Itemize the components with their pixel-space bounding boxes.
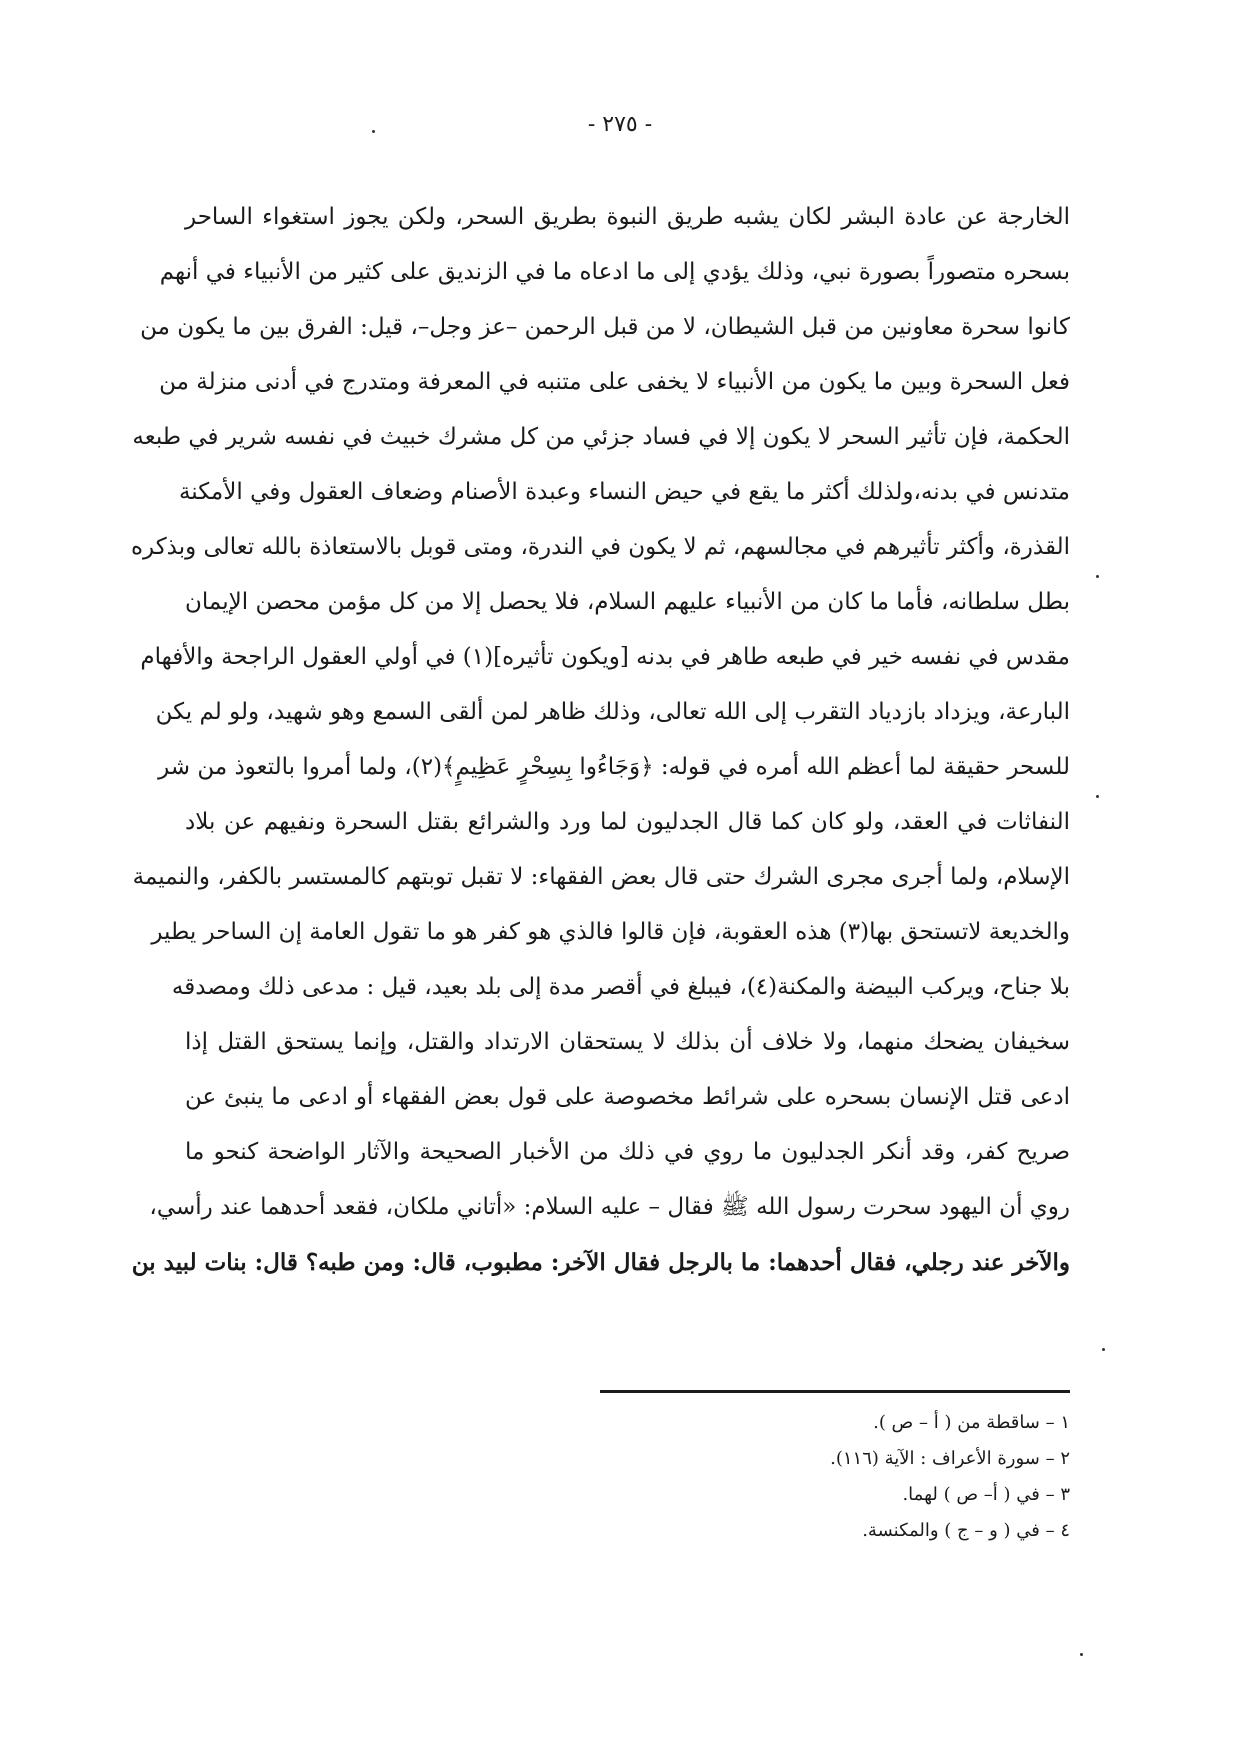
footnote-item: ٢ – سورة الأعراف : الآية (١١٦). bbox=[830, 1448, 1070, 1469]
text-line: ادعى قتل الإنسان بسحره على شرائط مخصوصة على قول بعض الفقهاء أو ادعى ما ينبئ عن bbox=[185, 1084, 1070, 1110]
scan-speck bbox=[372, 130, 375, 133]
text-line: بسحره متصوراً بصورة نبي، وذلك يؤدي إلى ما ادعاه ما في الزنديق على كثير من الأنبياء في أنهم bbox=[159, 259, 1070, 285]
text-line: البارعة، ويزداد بازدياد التقرب إلى الله تعالى، وذلك ظاهر لمن ألقى السمع وهو شهيد، ولو لم يكن bbox=[155, 699, 1070, 725]
text-line: الإسلام، ولما أجرى مجرى الشرك حتى قال بعض الفقهاء: لا تقبل توبتهم كالمستسر بالكفر، والنميمة bbox=[132, 864, 1070, 890]
main-text bbox=[130, 190, 1070, 1290]
footnote-item: ٣ – في ( أ– ص ) لهما. bbox=[902, 1484, 1070, 1505]
text-line: بطل سلطانه، فأما ما كان من الأنبياء عليهم السلام، فلا يحصل إلا من كل مؤمن محصن الإيمان bbox=[185, 589, 1070, 615]
page-number: - ٢٧٥ - bbox=[587, 112, 653, 137]
scan-speck bbox=[1096, 575, 1099, 578]
text-line: فعل السحرة وبين ما يكون من الأنبياء لا يخفى على متنبه في المعرفة ومتدرج في أدنى منزلة من bbox=[159, 369, 1070, 395]
text-line-bold: والآخر عند رجلي، فقال أحدهما: ما بالرجل فقال الآخر: مطبوب، قال: ومن طبه؟ قال: بنات لبيد بن bbox=[131, 1249, 1070, 1276]
scan-speck bbox=[1080, 1653, 1083, 1656]
text-line: صريح كفر، وقد أنكر الجدليون ما روي في ذلك من الأخبار الصحيحة والآثار الواضحة كنحو ما bbox=[185, 1139, 1070, 1165]
text-line: سخيفان يضحك منهما، ولا خلاف أن بذلك لا يستحقان الارتداد والقتل، وإنما يستحق القتل إذا bbox=[185, 1029, 1070, 1055]
text-line: بلا جناح، ويركب البيضة والمكنة(٤)، فيبلغ في أقصر مدة إلى بلد بعيد، قيل : مدعى ذلك ومصدقه bbox=[171, 974, 1070, 1000]
text-line: متدنس في بدنه،ولذلك أكثر ما يقع في حيض النساء وعبدة الأصنام وضعاف العقول وفي الأمكنة bbox=[178, 479, 1070, 505]
text-line: النفاثات في العقد، ولو كان كما قال الجدليون لما ورد والشرائع بقتل السحرة ونفيهم عن بلاد bbox=[185, 809, 1070, 835]
text-line: روي أن اليهود سحرت رسول الله ﷺ فقال – عليه السلام: «أتاني ملكان، فقعد أحدهما عند رأسي، bbox=[149, 1194, 1070, 1220]
footnotes bbox=[470, 1405, 1070, 1549]
footnote-item: ١ – ساقطة من ( أ – ص ). bbox=[873, 1412, 1070, 1433]
footnote-item: ٤ – في ( و – ج ) والمكنسة. bbox=[862, 1520, 1070, 1541]
text-line: القذرة، وأكثر تأثيرهم في مجالسهم، ثم لا يكون في الندرة، ومتى قوبل بالاستعاذة بالله تعالى وبذكره bbox=[130, 534, 1070, 560]
text-line: كانوا سحرة معاونين من قبل الشيطان، لا من قبل الرحمن –عز وجل–، قيل: الفرق بين ما يكون من bbox=[140, 314, 1070, 340]
text-line: مقدس في نفسه خير في طبعه طاهر في بدنه [ويكون تأثيره](١) في أولي العقول الراجحة والأفهام bbox=[140, 644, 1070, 670]
text-line: الخارجة عن عادة البشر لكان يشبه طريق النبوة بطريق السحر، ولكن يجوز استغواء الساحر bbox=[185, 204, 1070, 230]
footnote-divider bbox=[600, 1390, 1070, 1393]
text-line: الحكمة، فإن تأثير السحر لا يكون إلا في فساد جزئي من كل مشرك خبيث في نفسه شرير في طبعه bbox=[132, 424, 1070, 450]
scan-speck bbox=[1096, 795, 1099, 798]
text-line: والخديعة لاتستحق بها(٣) هذه العقوبة، فإن قالوا فالذي هو كفر هو ما تقول العامة إن الساحر يطير bbox=[151, 919, 1070, 945]
scan-speck bbox=[1102, 1348, 1105, 1351]
text-line: للسحر حقيقة لما أعظم الله أمره في قوله: ﴿وَجَاءُوا بِسِحْرٍ عَظِيمٍ﴾(٢)، ولما أمروا بالتعوذ من شر bbox=[158, 754, 1070, 780]
